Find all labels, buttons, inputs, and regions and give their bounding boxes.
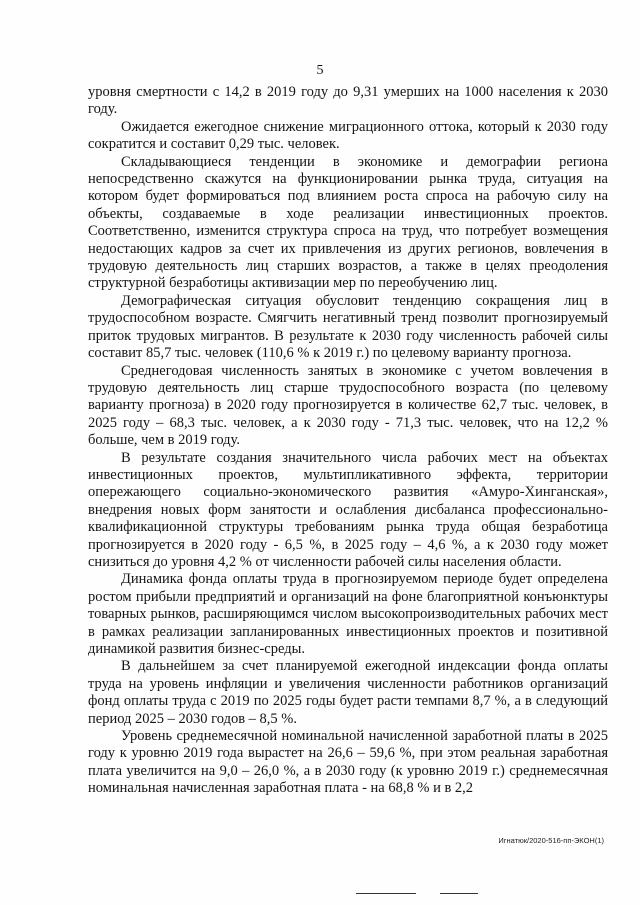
document-footer-code: Игнатюк/2020-516-пп-ЭКОН(1) bbox=[498, 836, 604, 845]
paragraph-mortality-continuation: уровня смертности с 14,2 в 2019 году до 9,31 умерших на 1000 населения к 2030 году. bbox=[88, 84, 608, 118]
body-text bbox=[88, 84, 608, 798]
paragraph-payroll-dynamics: Динамика фонда оплаты труда в прогнозируемом периоде будет определена ростом прибыли предприятий и организаций на фоне благоприятной конъюнктуры товарных рынков, расширяющимся числом высокопроизводительных рабочих мест в рамках реализации запланированных инвестиционных проектов и позитивной динамикой развития бизнес-среды. bbox=[88, 571, 608, 657]
paragraph-labor-market-trends: Складывающиеся тенденции в экономике и демографии региона непосредственно скажутся на функционировании рынка труда, ситуация на котором будет формироваться под влиянием роста спроса на рабочую силу на объекты, создаваемые в ходе реализации инвестиционных проектов. Соответственно, изменится структура спроса на труд, что потребует возмещения недостающих кадров за счет их привлечения из других регионов, вовлечения в трудовую деятельность лиц старших возрастов, а также в целях преодоления структурной безработицы активизации мер по переобучению лиц. bbox=[88, 153, 608, 292]
paragraph-demographic-situation: Демографическая ситуация обусловит тенденцию сокращения лиц в трудоспособном возрасте. Смягчить негативный тренд позволит прогнозируемый приток трудовых мигрантов. В результате к 2030 году численность рабочей силы составит 85,7 тыс. человек (110,6 % к 2019 г.) по целевому варианту прогноза. bbox=[88, 292, 608, 362]
paragraph-migration: Ожидается ежегодное снижение миграционного оттока, который к 2030 году сократится и составит 0,29 тыс. человек. bbox=[88, 118, 608, 153]
paragraph-employment: Среднегодовая численность занятых в экономике с учетом вовлечения в трудовую деятельность лиц старше трудоспособного возраста (по целевому варианту прогноза) в 2020 году прогнозируется в количестве 62,7 тыс. человек, в 2025 году – 68,3 тыс. человек, а к 2030 году - 71,3 тыс. человек, что на 12,2 % больше, чем в 2019 году. bbox=[88, 362, 608, 449]
scan-edge-line bbox=[440, 893, 478, 894]
paragraph-payroll-indexation: В дальнейшем за счет планируемой ежегодной индексации фонда оплаты труда на уровень инфляции и увеличения численности работников организаций фонд оплаты труда с 2019 по 2025 годы будет расти темпами 8,7 %, а в следующий период 2025 – 2030 годов – 8,5 %. bbox=[88, 658, 608, 727]
scan-edge-line bbox=[356, 893, 416, 894]
page-number: 5 bbox=[316, 63, 324, 78]
paragraph-unemployment: В результате создания значительного числа рабочих мест на объектах инвестиционных проектов, мультипликативного эффекта, территории опережающего социально-экономического развития «Амуро-Хинганская», внедрения новых форм занятости и ослабления дисбаланса профессионально-квалификационной структуры требованиям рынка труда общая безработица прогнозируется в 2020 году - 6,5 %, в 2025 году – 4,6 %, а к 2030 году может снизиться до уровня 4,2 % от численности рабочей силы населения области. bbox=[88, 449, 608, 570]
paragraph-wages: Уровень среднемесячной номинальной начисленной заработной платы в 2025 году к уровню 2019 года вырастет на 26,6 – 59,6 %, при этом реальная заработная плата увеличится на 9,0 – 26,0 %, а в 2030 году (к уровню 2019 г.) среднемесячная номинальная начисленная заработная плата - на 68,8 % и в 2,2 bbox=[88, 728, 608, 797]
